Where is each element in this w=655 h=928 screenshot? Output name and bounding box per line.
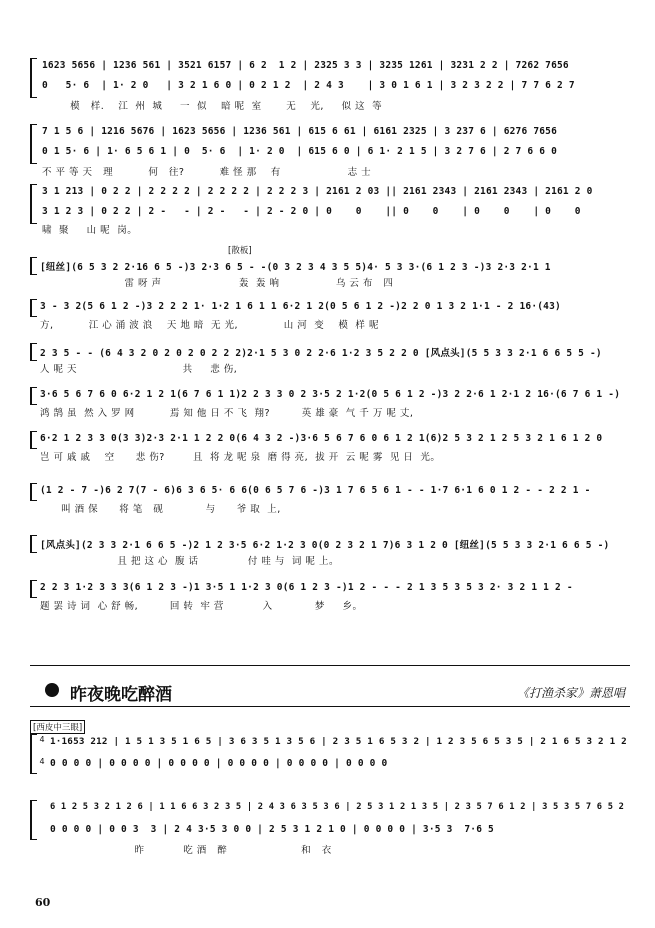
meter-top: 4	[39, 735, 45, 744]
lower-voice: 0 1 5· 6 | 1· 6 5 6 1 | 0 5· 6 | 1· 2 0 | 615 6 0 | 6 1· 2 1 5 | 3 2 7 6 | 2 7 6 6 0	[42, 146, 557, 157]
line-brace	[30, 387, 37, 405]
system-brace	[30, 800, 37, 840]
banban-tag: [西皮中三眼]	[30, 720, 85, 734]
system-brace	[30, 124, 37, 164]
lower-voice: 0 0 0 0 | 0 0 0 0 | 0 0 0 0 | 0 0 0 0 | 0 0 0 0 | 0 0 0 0	[50, 758, 388, 769]
melody-line-5	[0, 429, 655, 469]
melody-notes: 3 - 3 2(5 6 1 2 -)3 2 2 2 1· 1·2 1 6 1 1 6·2 1 2(0 5 6 1 2 -)2 2 0 1 3 2 1·1 - 2 16·(43)	[40, 301, 561, 312]
lyrics-line: 岂 可 戚 戚 空 悲 伤? 且 将 龙 呢 泉 磨 得 亮, 拔 开 云 呢 雾 见 日 光。	[40, 452, 441, 463]
melody-notes: [纽丝](6 5 3 2 2·16 6 5 -)3 2·3 6 5 - -(0 3 2 3 4 3 5 5)4· 5 3 3·(6 1 2 3 -)3 2·3 2·1 1	[40, 262, 551, 273]
lyrics-line: 啸 聚 山 呢 岗。	[42, 225, 138, 236]
song-source: 《打渔杀家》萧恩唱	[516, 686, 625, 700]
tempo-tag: [散板]	[228, 246, 252, 256]
lyrics-line: 鸿 鹄 虽 然 入 罗 网 焉 知 他 日 不 飞 翔? 英 雄 豪 气 千 万 呢 丈,	[40, 408, 414, 419]
system-1	[0, 48, 655, 118]
line-brace	[30, 257, 37, 275]
upper-voice: 7 1 5 6 | 1216 5676 | 1623 5656 | 1236 561 | 615 6 61 | 6161 2325 | 3 237 6 | 6276 7656	[42, 126, 557, 137]
bullet-icon	[45, 683, 59, 697]
melody-line-6	[0, 481, 655, 521]
system-3	[0, 180, 655, 240]
section-divider	[30, 665, 630, 666]
lyrics-line: 昨 吃 酒 醉 和 衣	[50, 845, 332, 856]
lyrics-line: 不 平 等 天 理 何 往? 难 怪 那 有 志 士	[42, 167, 372, 178]
lower-voice: 0 0 0 0 | 0 0 3 3 | 2 4 3·5 3 0 0 | 2 5 3 1 2 1 0 | 0 0 0 0 | 3·5 3 7·6 5	[50, 824, 494, 835]
melody-line-8	[0, 578, 655, 618]
melody-notes: 2 2 3 1·2 3 3 3(6 1 2 3 -)1 3·5 1 1·2 3 0(6 1 2 3 -)1 2 - - - 2 1 3 5 3 5 3 2· 3 2 1 1 2 -	[40, 582, 573, 593]
lyrics-line: 人 呢 天 共 悲 伤,	[40, 364, 238, 375]
lower-voice: 0 5· 6 | 1· 2 0 | 3 2 1 6 0 | 0 2 1 2 | 2 4 3 | 3 0 1 6 1 | 3 2 3 2 2 | 7 7 6 2 7	[42, 80, 575, 91]
melody-line-7	[0, 533, 655, 573]
system-brace	[30, 58, 37, 98]
melody-line-4	[0, 385, 655, 425]
lyrics-line: 叫 酒 保 将 笔 砚 与 爷 取 上,	[40, 504, 281, 515]
lyrics-line: 雷 呀 声 轰 轰 响 乌 云 布 四	[40, 278, 394, 289]
meter-bottom: 4	[39, 757, 45, 766]
lyrics-line: 题 罢 诗 词 心 舒 畅, 回 转 牢 营 入 梦 乡。	[40, 601, 363, 612]
melody-notes: 6·2 1 2 3 3 0(3 3)2·3 2·1 1 2 2 0(6 4 3 2 -)3·6 5 6 7 6 0 6 1 2 1(6)2 5 3 2 1 2 5 3 2 1 6 1 2 0	[40, 433, 603, 444]
melody-line-2	[0, 297, 655, 337]
line-brace	[30, 535, 37, 553]
melody-notes: (1 2 - 7 -)6 2 7(7 - 6)6 3 6 5· 6 6(0 6 5 7 6 -)3 1 7 6 5 6 1 - - 1·7 6·1 6 0 1 2 - - 2 2 1 -	[40, 485, 591, 496]
line-brace	[30, 483, 37, 501]
melody-line-1	[0, 255, 655, 295]
lyrics-line: 且 把 这 心 腹 话 付 哇 与 词 呢 上。	[40, 556, 339, 567]
lyrics-line: 模 样. 江 州 城 一 似 暗 呢 室 无 光, 似 这 等	[42, 101, 383, 112]
melody-notes: [风点头](2 3 3 2·1 6 6 5 -)2 1 2 3·5 6·2 1·2 3 0(0 2 3 2 1 7)6 3 1 2 0 [纽丝](5 5 3 3 2·1 6 6 5 -)	[40, 540, 610, 551]
upper-voice: 3 1 213 | 0 2 2 | 2 2 2 2 | 2 2 2 2 | 2 2 2 3 | 2161 2 03 || 2161 2343 | 2161 2343 | 2161 2 0	[42, 186, 593, 197]
lower-voice: 3 1 2 3 | 0 2 2 | 2 - - | 2 - - | 2 - 2 0 | 0 0 || 0 0 | 0 0 | 0 0	[42, 206, 581, 217]
line-brace	[30, 343, 37, 361]
song-title: 昨夜晚吃醉酒	[70, 685, 172, 705]
line-brace	[30, 299, 37, 317]
melody-line-3	[0, 341, 655, 381]
lyrics-line: 方, 江 心 涌 波 浪 天 地 暗 无 光, 山 河 变 模 样 呢	[40, 320, 379, 331]
song-system-1	[0, 732, 655, 782]
melody-notes: 2 3 5 - - (6 4 3 2 0 2 0 2 0 2 2 2)2·1 5 3 0 2 2·6 1·2 3 5 2 2 0 [风点头](5 5 3 3 2·1 6 6 5 5 -)	[40, 348, 602, 359]
song-system-2	[0, 798, 655, 868]
melody-notes: 3·6 5 6 7 6 0 6·2 1 2 1(6 7 6 1 1)2 2 3 3 0 2 3·5 2 1·2(0 5 6 1 2 -)3 2 2·6 1 2·1 2 16·(6 7 6 1 -)	[40, 389, 621, 400]
line-brace	[30, 580, 37, 598]
system-2	[0, 118, 655, 188]
system-brace	[30, 184, 37, 224]
upper-voice: 6 1 2 5 3 2 1 2 6 | 1 1 6 6 3 2 3 5 | 2 4 3 6 3 5 3 6 | 2 5 3 1 2 1 3 5 | 2 3 5 7 6 1 2 | 3 5 3 5 7 6 5 2	[50, 802, 625, 812]
page-number: 60	[35, 896, 51, 909]
title-underline	[30, 706, 630, 707]
line-brace	[30, 431, 37, 449]
upper-voice: 1·1653 212 | 1 5 1 3 5 1 6 5 | 3 6 3 5 1 3 5 6 | 2 3 5 1 6 5 3 2 | 1 2 3 5 6 5 3 5 | 2 1 6 5 3 2 1 2	[50, 736, 627, 747]
system-brace	[30, 734, 37, 774]
upper-voice: 1623 5656 | 1236 561 | 3521 6157 | 6 2 1 2 | 2325 3 3 | 3235 1261 | 3231 2 2 | 7262 7656	[42, 60, 569, 71]
